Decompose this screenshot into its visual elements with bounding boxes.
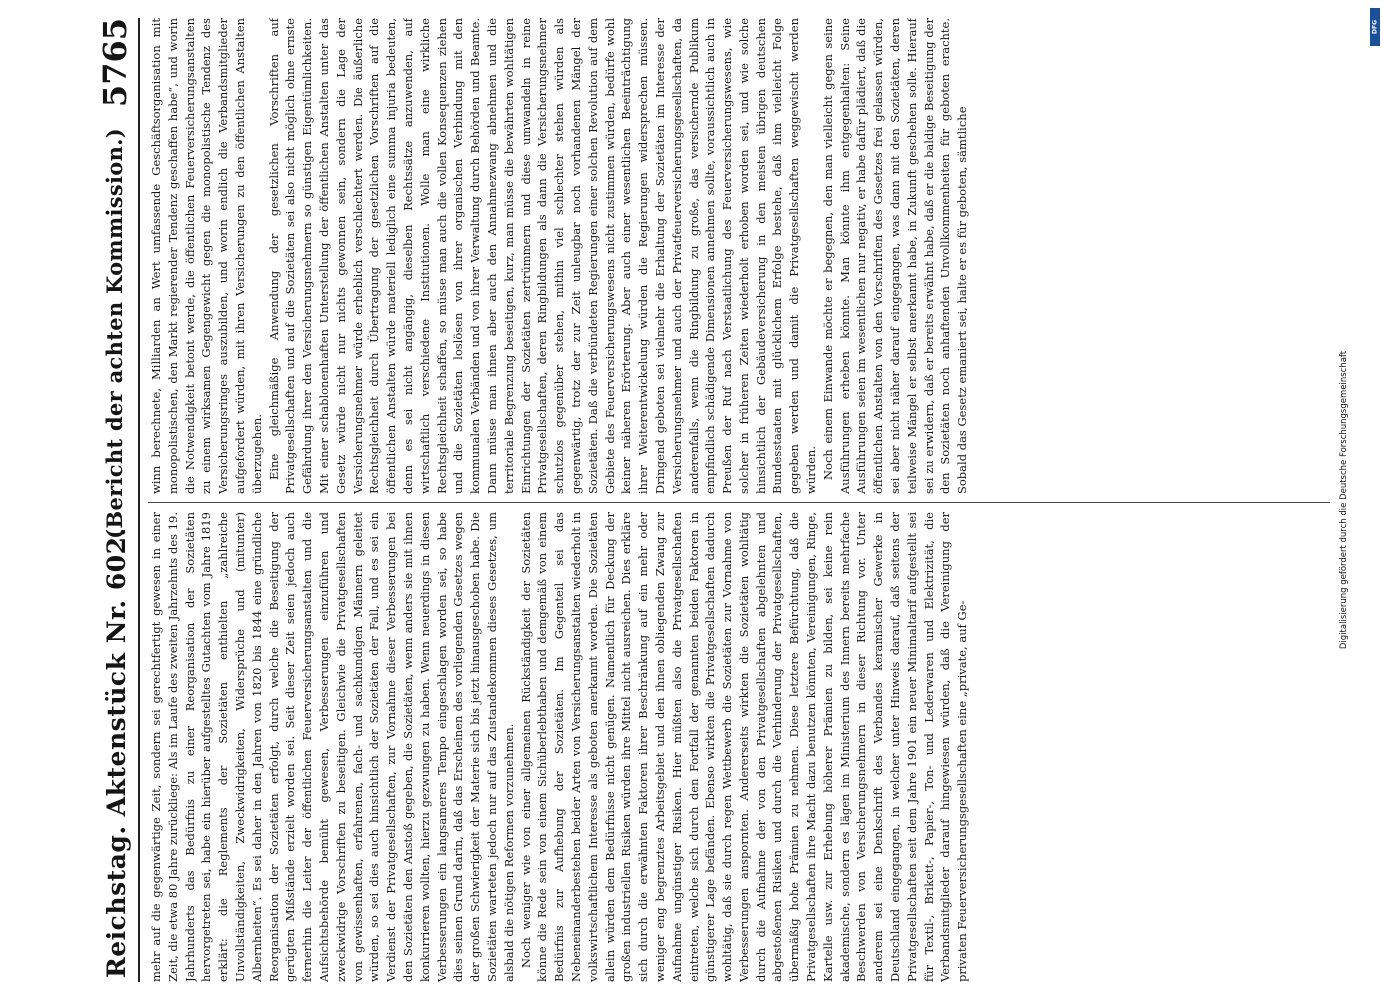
header-left-title: Reichstag. Aktenstück Nr. 602. xyxy=(102,527,131,978)
rotated-page xyxy=(70,0,1340,1000)
column-separator xyxy=(148,502,1330,503)
dfg-logo xyxy=(1370,8,1380,46)
page-number: 5765 xyxy=(96,18,134,108)
page-header xyxy=(96,18,136,978)
paragraph: Noch einem Einwande möchte er begegnen, den man vielleicht gegen seine Ausführungen erheben könnte. Man könnte ihm entgegenhalten: Seine Ausführungen seien im wesentlichen nur negativ, er habe dafür plädiert, daß die öffentlichen Anstalten von den Vorschriften des Gesetzes frei gelassen würden, sei aber nicht näher darauf eingegangen, was dann mit den Sozietäten, deren teilweise Mängel er selbst anerkannt habe, in Zukunft geschehen solle. Hierauf sei zu erwidern, daß er bereits erwähnt habe, daß er die baldige Beseitigung der den Sozietäten noch anhaftenden Unvollkommenheiten für geboten erachte. Sobald das Gesetz emaniert sei, halte er es für geboten, sämtliche xyxy=(820,18,970,494)
text-column-left xyxy=(148,512,1332,982)
paragraph: Noch weniger wie von einer allgemeinen Rückständigkeit der Sozietäten könne die Rede sein von einem Sichüberlebthaben und demgemäß von einem Bedürfnis zur Aufhebung der Sozietäten. Im Gegenteil sei das Nebeneinanderbestehen beider Arten von Versicherungsanstalten wiederholt in volkswirtschaftlichem Interesse als geboten anerkannt worden. Die Sozietäten allein würden dem Bedürfnisse nicht genügen. Namentlich für Deckung der großen industriellen Risiken würden ihre Mittel nicht ausreichen. Dies erkläre sich durch die erwähnten Faktoren ihrer Beschränkung auf ein mehr oder weniger eng begrenztes Arbeitsgebiet und den ihnen obliegenden Zwang zur Aufnahme ungünstiger Risiken. Hier müßten also die Privatgesellschaften eintreten, welche sich durch den Fortfall der genannten beiden Faktoren in günstigerer Lage befänden. Ebenso wirkten die Privatgesellschaften dadurch wohltätig, daß sie durch regen Wettbewerb die Sozietäten zur Vornahme von Verbesserungen anspornten. Andererseits wirkten die Sozietäten wohltätig durch die Aufnahme der von den Privatgesellschaften abgelehnten und abgestoßenen Risiken und durch die Verhinderung der Privatgesellschaften, übermäßig hohe Prämien zu nehmen. Diese letztere Befürchtung, daß die Privatgesellschaften ihre Macht dazu benutzen könnten, Vereinigungen, Ringe, Kartelle usw. zur Erhebung höherer Prämien zu bilden, sei keine rein akademische, sondern es lägen im Ministerium des Innern bereits mehrfache Beschwerden von Versicherungsnehmern in dieser Richtung vor. Unter anderem sei eine Denkschrift des Verbandes keramischer Gewerke in Deutschland eingegangen, in welcher unter Hinweis darauf, daß seitens der Privatgesellschaften seit dem Jahre 1901 ein neuer Minimaltarif aufgestellt sei für Textil-, Brikett-, Papier-, Ton- und Lederwaren und Elektrizität, die Verbandsmitglieder darauf hingewiesen würden, daß die Vereinigung der privaten Feuerversicherungsgesellschaften eine „private, auf Ge- xyxy=(518,512,970,982)
header-right-title: (Bericht der achten Kommission.) xyxy=(102,128,127,539)
paragraph: winn berechnete, Milliarden an Wert umfassende Geschäftsorganisation mit monopolistischen, den Markt regierender Tendenz geschaffen habe“, und worin die Notwendigkeit betont werde, die öffentlichen Feuerversicherungsanstalten zu einem wirksamen Gegengewicht gegen die monopolistische Tendenz des Versicherungsringes auszubilden, und worin endlich die Verbandsmitglieder aufgefordert würden, mit ihren Versicherungen zu den öffentlichen Anstalten überzugehen. xyxy=(149,18,264,494)
digitization-note-text: Digitalisierung gefördert durch die Deutsche Forschungsgemeinschaft xyxy=(1339,350,1349,650)
paragraph: mehr auf die gegenwärtige Zeit, sondern sei gerechtfertigt gewesen in einer Zeit, die etwa 80 Jahre zurückliege: Als im Laufe des zweiten Jahrzehnts des 19. Jahrhunderts das Bedürfnis zu einer Reorganisation der Sozietäten hervorgetreten sei, habe ein hierüber aufgestelltes Gutachten vom Jahre 1819 erklärt: die Reglements der Sozietäten enthielten „zahlreiche Unvollständigkeiten, Zweckwidrigkeiten, Widersprüche und (mitunter) Albernheiten“. Es sei daher in den Jahren von 1820 bis 1844 eine gründliche Reorganisation der Sozietäten erfolgt, durch welche die Beseitigung der gerügten Mißstände erzielt worden sei. Seit dieser Zeit seien jedoch auch fernerhin die Leiter der öffentlichen Feuerversicherungsanstalten und die Aufsichtsbehörde bemüht gewesen, Verbesserungen einzuführen und zweckwidrige Vorschriften zu beseitigen. Gleichwie die Privatgesellschaften von gewissenhaften, erfahrenen, fach- und sachkundigen Männern geleitet würden, so sei dies auch hinsichtlich der Sozietäten der Fall, und es sei ein Verdienst der Privatgesellschaften, zur Vornahme dieser Verbesserungen bei den Sozietäten den Anstoß gegeben, die Sozietäten, wenn anders sie mit ihnen konkurrieren wollten, hierzu gezwungen zu haben. Wenn neuerdings in diesen Verbesserungen ein langsameres Tempo eingeschlagen worden sei, so habe dies seinen Grund darin, daß das Erscheinen des vorliegenden Gesetzes wegen der großen Schwierigkeit der Materie sich bis jetzt hinausgeschoben habe. Die Sozietäten warteten jedoch nur auf das Zustandekommen dieses Gesetzes, um alsbald die nötigen Reformen vorzunehmen. xyxy=(149,512,516,982)
dfg-logo-text: DFG xyxy=(1371,19,1379,35)
text-column-right xyxy=(148,18,1332,494)
header-rule xyxy=(138,18,140,982)
paragraph: Eine gleichmäßige Anwendung der gesetzlichen Vorschriften auf Privatgesellschaften und auf die Sozietäten sei also nicht möglich ohne ernste Gefährdung ihrer den Versicherungsnehmern so günstigen Eigentümlichkeiten. Mit einer schablonenhaften Unterstellung der öffentlichen Anstalten unter das Gesetz würde nicht nur nichts gewonnen sein, sondern die Lage der Versicherungsnehmer würde erheblich verschlechtert werden. Die äußerliche Rechtsgleichheit durch Übertragung der gesetzlichen Vorschriften auf die öffentlichen Anstalten würde materiell lediglich eine summa injuria bedeuten, denn es sei nicht angängig, dieselben Rechtssätze anzuwenden, auf wirtschaftlich verschiedene Institutionen. Wolle man eine wirkliche Rechtsgleichheit schaffen, so müsse man auch die vollen Konsequenzen ziehen und die Sozietäten loslösen von ihrer organischen Verbindung mit den kommunalen Verbänden und von ihrer Verwaltung durch Behörden und Beamte. Dann müsse man ihnen aber auch den Annahmezwang abnehmen und die territoriale Begrenzung beseitigen, kurz, man müsse die bewährten wohltätigen Einrichtungen der Sozietäten zertrümmern und diese umwandeln in reine Privatgesellschaften, deren Ringbildungen als dann die Versicherungsnehmer schutzlos gegenüber stehen, mithin viel schlechter stehen würden als gegenwärtig, trotz der zur Zeit unleugbar noch vorhandenen Mängel der Sozietäten. Daß die verbündeten Regierungen einer solchen Revolution auf dem Gebiete des Feuerversicherungswesens nicht zustimmen würden, bedürfe wohl keiner näheren Erörterung. Aber auch einer wesentlichen Beeinträchtigung ihrer Weiterentwickelung würden die Regierungen widersprechen müssen. Dringend geboten sei vielmehr die Erhaltung der Sozietäten im Interesse der Versicherungsnehmer und auch der Privatfeuerversicherungsgesellschaften, da anderenfalls, wenn die Ringbildung zu große, das versichernde Publikum empfindlich schädigende Dimensionen annehmen sollte, voraussichtlich auch in Preußen der Ruf nach Verstaatlichung des Feuerversicherungswesens, wie solcher in früheren Zeiten wiederholt erhoben worden sei, und wie solche hinsichtlich der Gebäudeversicherung in den meisten übrigen deutschen Bundesstaaten mit glücklichem Erfolge bestehe, daß ihm vielleicht Folge gegeben werden und damit die Privatgesellschaften weggewischt werden würden. xyxy=(266,18,819,494)
